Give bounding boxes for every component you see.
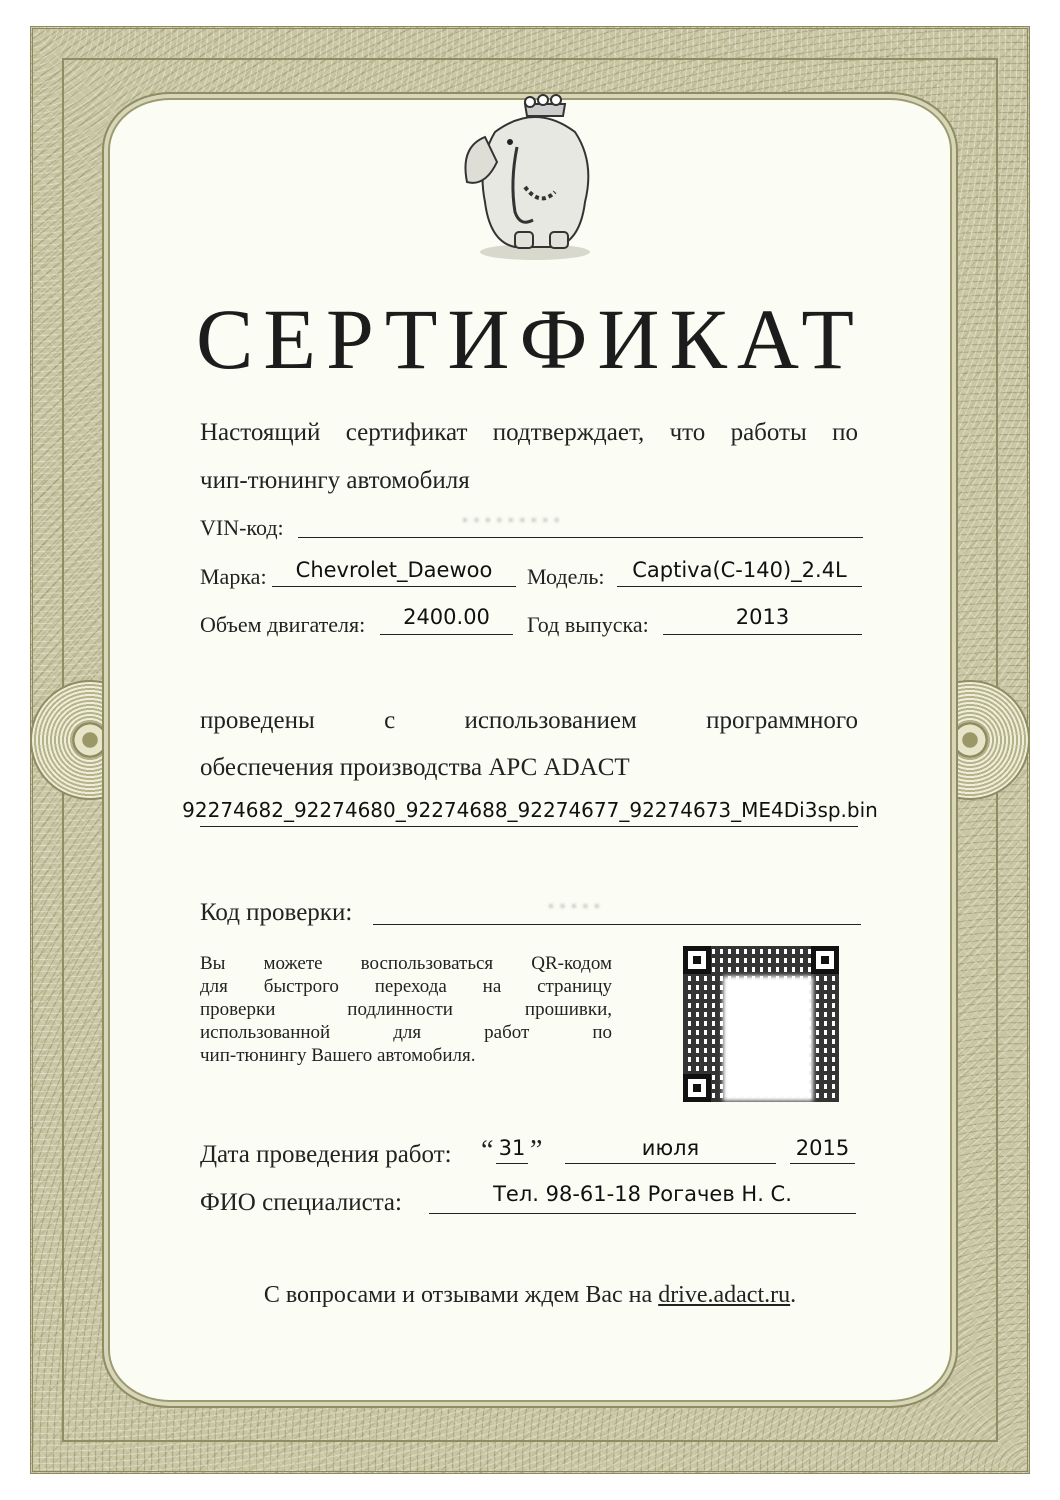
- vin-label: VIN-код:: [200, 515, 284, 540]
- date-close-quote: ”: [530, 1135, 543, 1166]
- vin-line: [298, 537, 863, 538]
- performed-line-2: обеспечения производства АРС ADACT: [200, 754, 630, 781]
- footer-note: [0, 1282, 1060, 1309]
- intro-line-1: Настоящий сертификат подтверждает, что работы по: [200, 419, 858, 446]
- footer-prefix: С вопросами и отзывами ждем Вас на: [263, 1282, 653, 1308]
- qr-description-line: Вы можете воспользоваться QR-кодом: [200, 953, 612, 974]
- specialist-value: Тел. 98-61-18 Рогачев Н. С.: [493, 1182, 792, 1206]
- check-code-line: [373, 924, 861, 925]
- brand-label: Марка:: [200, 564, 267, 589]
- qr-description: [200, 952, 612, 1067]
- model-line: [617, 586, 862, 587]
- qr-finder-top-left: [683, 946, 711, 974]
- firmware-line: [200, 826, 858, 827]
- certificate-title: СЕРТИФИКАТ: [196, 291, 864, 387]
- check-code-label: Код проверки:: [200, 899, 353, 926]
- date-day-line: [496, 1163, 528, 1164]
- check-code-obscured: ᐧ ᐧ ᐧ ᐧ ᐧ: [548, 894, 600, 918]
- firmware-file: 92274682_92274680_92274688_92274677_92274673_ME4Di3sp.bin: [182, 798, 878, 822]
- date-month: июля: [641, 1136, 700, 1160]
- qr-code[interactable]: [683, 946, 839, 1102]
- year-value: 2013: [735, 605, 790, 629]
- qr-description-line: проверки подлинности прошивки,: [200, 999, 612, 1020]
- model-label: Модель:: [527, 564, 605, 589]
- qr-description-line: для быстрого перехода на страницу: [200, 976, 612, 997]
- date-open-quote: “: [481, 1135, 494, 1166]
- qr-description-line: использованной для работ по: [200, 1022, 612, 1043]
- qr-finder-bottom-left: [683, 1074, 711, 1102]
- date-year-line: [790, 1163, 855, 1164]
- intro-line-2: чип-тюнингу автомобиля: [200, 467, 470, 494]
- brand-value: Chevrolet_Daewoo: [295, 558, 493, 582]
- engine-line: [380, 634, 513, 635]
- performed-line-1: проведены с использованием программного: [200, 707, 858, 734]
- specialist-line: [429, 1213, 856, 1214]
- year-label: Год выпуска:: [527, 612, 649, 637]
- date-day: 31: [498, 1136, 526, 1160]
- specialist-label: ФИО специалиста:: [200, 1189, 402, 1216]
- qr-obscured-area: [723, 976, 813, 1101]
- date-month-line: [565, 1163, 776, 1164]
- elephant-mascot-illustration: [455, 92, 615, 267]
- footer-link[interactable]: drive.adact.ru: [658, 1282, 791, 1308]
- model-value: Captiva(C-140)_2.4L: [632, 558, 847, 582]
- date-label: Дата проведения работ:: [200, 1141, 452, 1168]
- year-line: [663, 634, 862, 635]
- brand-line: [272, 586, 516, 587]
- date-year: 2015: [795, 1136, 850, 1160]
- engine-label: Объем двигателя:: [200, 612, 366, 637]
- footer-suffix: .: [790, 1282, 797, 1308]
- qr-finder-top-right: [811, 946, 839, 974]
- qr-description-line: чип-тюнингу Вашего автомобиля.: [200, 1045, 476, 1066]
- engine-value: 2400.00: [403, 605, 490, 629]
- vin-value-obscured: ᐧ ᐧ ᐧ ᐧ ᐧ ᐧ ᐧ ᐧ ᐧ: [462, 508, 559, 532]
